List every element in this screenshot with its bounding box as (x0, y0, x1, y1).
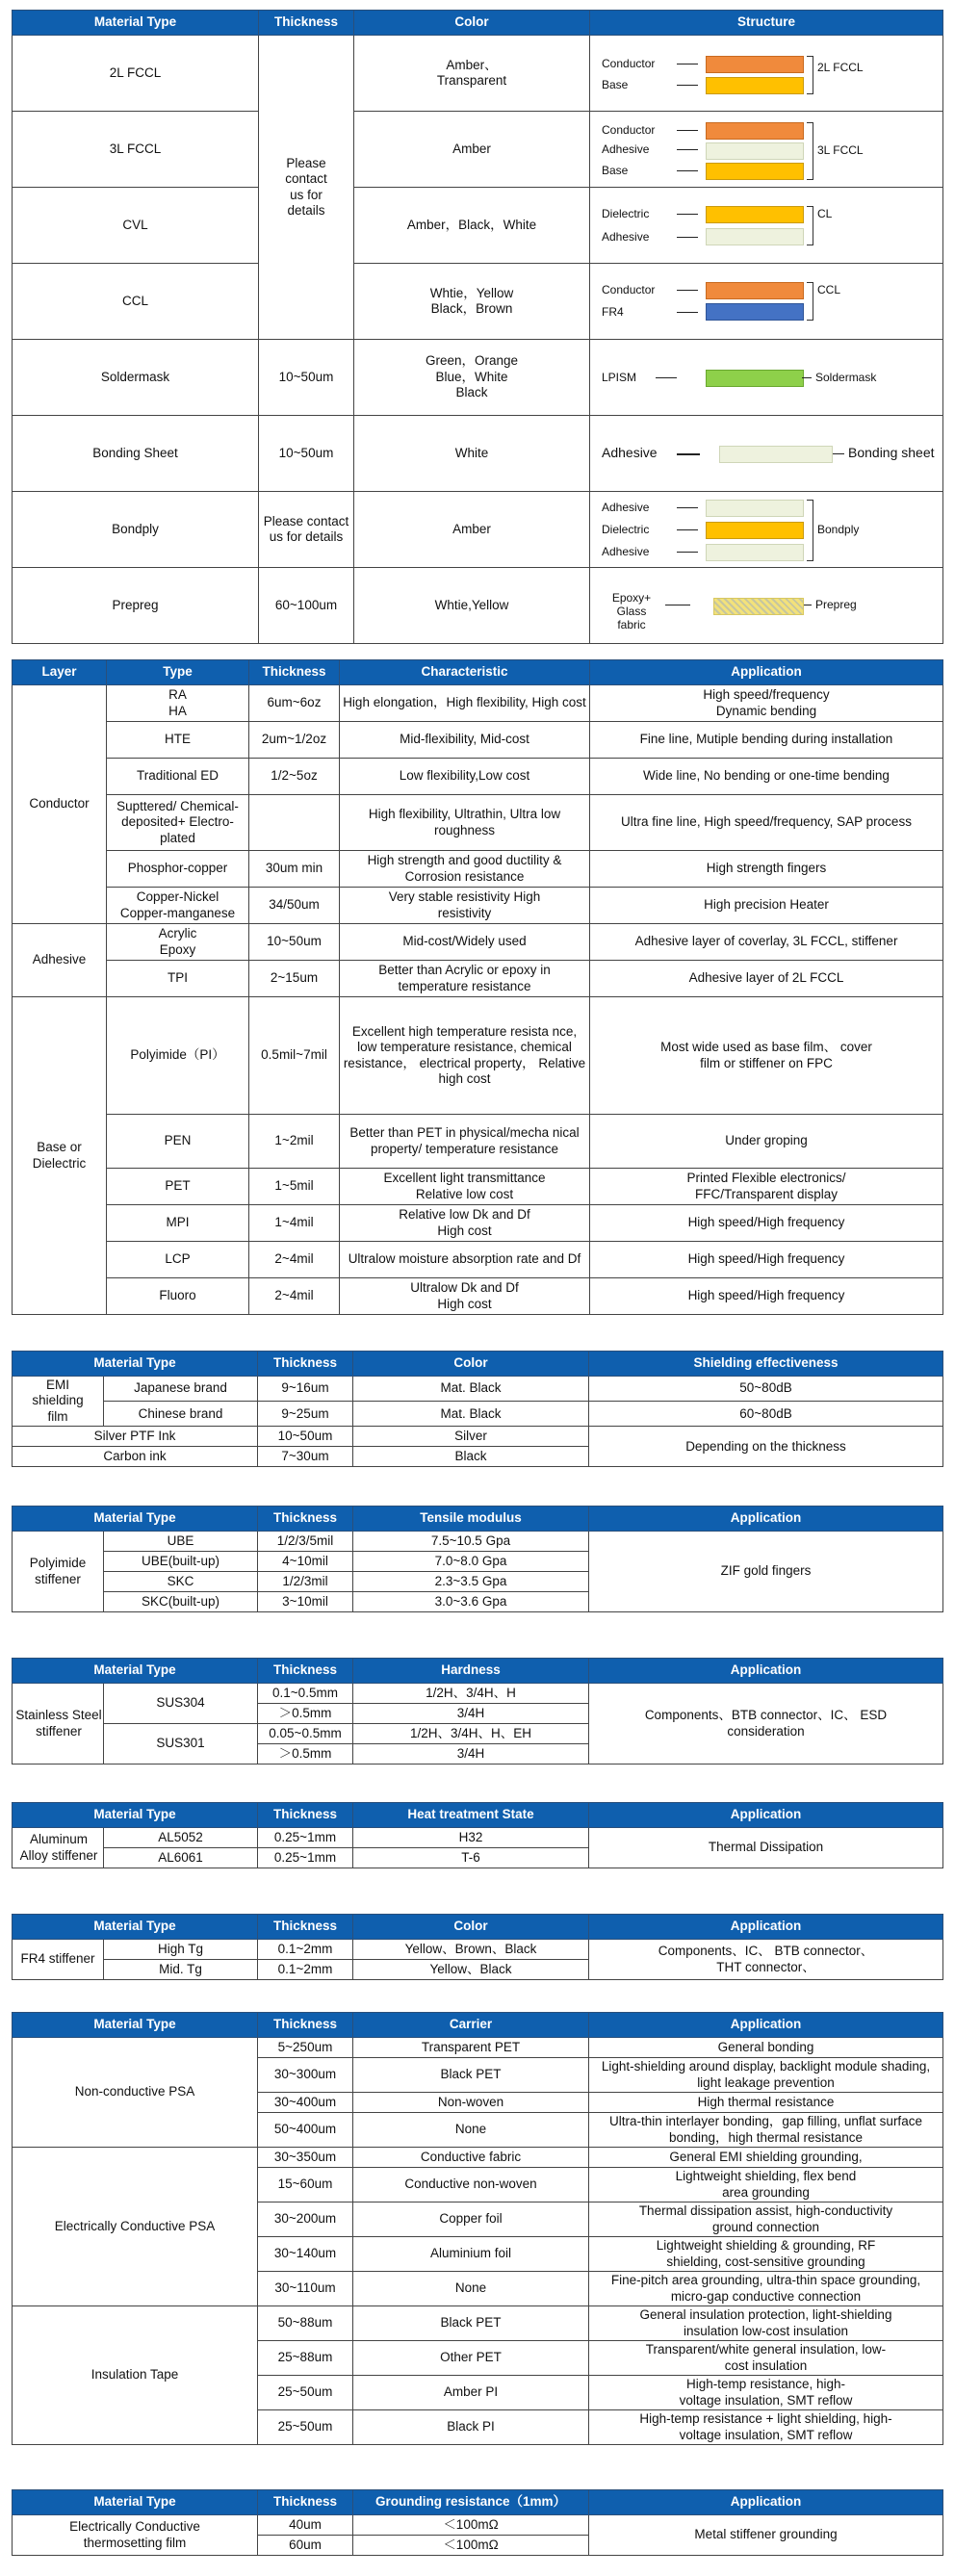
structure-diagram (590, 36, 943, 112)
thickness-cell (259, 36, 354, 340)
characteristic-cell: Excellent high temperature resista nce, low temperature resistance, chemical resistance， electrical property， Relative high cost (340, 997, 590, 1115)
material-properties-table (12, 659, 943, 1315)
col-header: Thickness (258, 1659, 353, 1684)
conductor-layer (706, 282, 804, 299)
thickness-cell: 10~50um (259, 416, 354, 492)
col-header: Application (589, 1507, 943, 1532)
layer-label: Dielectric (602, 207, 650, 220)
layer-label: FR4 (602, 305, 624, 319)
col-header: Thickness (258, 1803, 353, 1828)
carrier-cell: Amber PI (353, 2376, 589, 2410)
fr4-layer (706, 303, 804, 321)
characteristic-cell: Better than PET in physical/mecha nical property/ temperature resistance (340, 1115, 590, 1169)
col-header: Color (353, 1915, 589, 1940)
col-header: Material Type (13, 1659, 258, 1684)
material-type: CCL (13, 264, 259, 340)
characteristic-cell: Very stable resistivity High resistivity (340, 888, 590, 924)
thickness-cell: 9~25um (258, 1402, 353, 1427)
type-cell: Acrylic Epoxy (107, 924, 249, 961)
color-cell: White (354, 416, 590, 492)
type-cell: AL6061 (104, 1848, 258, 1868)
characteristic-cell: Low flexibility,Low cost (340, 759, 590, 795)
adhesive-layer (706, 544, 804, 561)
application-cell: High speed/High frequency (590, 1278, 943, 1315)
thickness-cell: 10~50um (258, 1427, 353, 1447)
layer-label: Epoxy+ Glass fabric (611, 591, 652, 631)
layer-group: Base or Dielectric (13, 997, 107, 1315)
group-cell: Non-conductive PSA (13, 2038, 258, 2148)
thickness-cell: 0.1~2mm (258, 1940, 353, 1960)
application-cell: Components、IC、 BTB connector、THT connector、 (589, 1940, 943, 1980)
effectiveness-cell: Depending on the thickness (589, 1427, 943, 1467)
aluminum-stiffener-table (12, 1802, 943, 1868)
base-layer (706, 163, 804, 180)
characteristic-cell: Mid-flexibility, Mid-cost (340, 722, 590, 759)
carrier-cell: None (353, 2272, 589, 2306)
group-cell: Electrically Conductive thermosetting film (13, 2515, 258, 2556)
thickness-cell: 0.1~0.5mm (258, 1684, 353, 1704)
thickness-cell: 1/2/3/5mil (258, 1532, 353, 1552)
resistance-cell: ＜100mΩ (353, 2515, 589, 2536)
thickness-cell: 25~50um (258, 2376, 353, 2410)
col-header: Material Type (13, 1352, 258, 1377)
color-cell: Amber (354, 492, 590, 568)
modulus-cell: 3.0~3.6 Gpa (353, 1592, 589, 1612)
group-cell: Aluminum Alloy stiffener (13, 1828, 104, 1868)
application-cell: Lightweight shielding & grounding, RF shielding, cost-sensitive grounding (589, 2237, 943, 2272)
application-cell: Printed Flexible electronics/ FFC/Transparent display (590, 1169, 943, 1205)
carrier-cell: Transparent PET (353, 2038, 589, 2058)
effectiveness-cell: 60~80dB (589, 1402, 943, 1427)
color-cell: Amber (354, 112, 590, 188)
base-layer (706, 77, 804, 94)
type-cell: SKC(built-up) (104, 1592, 258, 1612)
col-header: Material Type (13, 11, 259, 36)
layer-group: Adhesive (13, 924, 107, 997)
application-cell: ZIF gold fingers (589, 1532, 943, 1612)
col-header: Application (589, 1915, 943, 1940)
structure-diagram (590, 568, 943, 644)
application-cell: Under groping (590, 1115, 943, 1169)
type-cell: Polyimide（PI） (107, 997, 249, 1115)
layer-label: Adhesive (602, 545, 650, 558)
hardness-cell: 1/2H、3/4H、H、EH (353, 1724, 589, 1744)
thickness-cell: ＞0.5mm (258, 1704, 353, 1724)
application-cell: General insulation protection, light-shielding insulation low-cost insulation (589, 2306, 943, 2341)
thickness-cell: 30~300um (258, 2058, 353, 2093)
col-header: Layer (13, 660, 107, 685)
application-cell: High speed/High frequency (590, 1205, 943, 1242)
structure-diagram (590, 492, 943, 568)
structure-diagram (590, 264, 943, 340)
thickness-cell: 15~60um (258, 2168, 353, 2202)
stainless-stiffener-table (12, 1658, 943, 1765)
thickness-cell: 5~250um (258, 2038, 353, 2058)
thickness-cell: 34/50um (249, 888, 340, 924)
type-cell: RA HA (107, 685, 249, 722)
type-cell: Traditional ED (107, 759, 249, 795)
application-cell: High speed/frequency Dynamic bending (590, 685, 943, 722)
characteristic-cell: Ultralow Dk and Df High cost (340, 1278, 590, 1315)
thickness-cell: 0.05~0.5mm (258, 1724, 353, 1744)
carrier-cell: Conductive fabric (353, 2148, 589, 2168)
material-type: Soldermask (13, 340, 259, 416)
type-cell: UBE(built-up) (104, 1552, 258, 1572)
application-cell: Metal stiffener grounding (589, 2515, 943, 2556)
layer-label: Adhesive (602, 142, 650, 156)
color-cell: Green，Orange Blue，White Black (354, 340, 590, 416)
adhesive-tape-table (12, 2012, 943, 2445)
thickness-cell: 30~200um (258, 2202, 353, 2237)
thickness-cell: 7~30um (258, 1447, 353, 1467)
color-cell: Whtie,Yellow (354, 568, 590, 644)
type-cell: High Tg (104, 1940, 258, 1960)
thickness-cell: 25~88um (258, 2341, 353, 2376)
color-cell: Amber、Transparent (354, 36, 590, 112)
carrier-cell: Conductive non-woven (353, 2168, 589, 2202)
structure-diagram (590, 188, 943, 264)
thickness-cell: 30um min (249, 851, 340, 888)
application-cell: Fine-pitch area grounding, ultra-thin space grounding, micro-gap conductive connection (589, 2272, 943, 2306)
col-header: Material Type (13, 2490, 258, 2515)
layer-label: Base (602, 164, 629, 177)
col-header: Shielding effectiveness (589, 1352, 943, 1377)
state-cell: T-6 (353, 1848, 589, 1868)
application-cell: High speed/High frequency (590, 1242, 943, 1278)
thickness-cell: 1~2mil (249, 1115, 340, 1169)
application-cell: Fine line, Mutiple bending during installation (590, 722, 943, 759)
color-cell: Black (353, 1447, 589, 1467)
characteristic-cell: High elongation，High flexibility, High cost (340, 685, 590, 722)
type-cell: MPI (107, 1205, 249, 1242)
col-header: Carrier (353, 2013, 589, 2038)
hardness-cell: 1/2H、3/4H、H (353, 1684, 589, 1704)
thickness-cell: 60~100um (259, 568, 354, 644)
group-cell: Polyimide stiffener (13, 1532, 104, 1612)
thickness-cell: 40um (258, 2515, 353, 2536)
layer-label: Conductor (602, 123, 656, 137)
application-cell: General EMI shielding grounding, (589, 2148, 943, 2168)
type-cell: Copper-Nickel Copper-manganese (107, 888, 249, 924)
group-label: Prepreg (815, 598, 857, 611)
thickness-cell: 10~50um (259, 340, 354, 416)
application-cell: Adhesive layer of coverlay, 3L FCCL, stiffener (590, 924, 943, 961)
col-header: Material Type (13, 1915, 258, 1940)
material-type: CVL (13, 188, 259, 264)
adhesive-layer (706, 142, 804, 160)
col-header: Application (589, 2490, 943, 2515)
application-cell: Lightweight shielding, flex bend area grounding (589, 2168, 943, 2202)
application-cell: Transparent/white general insulation, low-cost insulation (589, 2341, 943, 2376)
structure-diagram (590, 340, 943, 416)
thickness-cell: 4~10mil (258, 1552, 353, 1572)
characteristic-cell: Relative low Dk and Df High cost (340, 1205, 590, 1242)
thickness-cell: 3~10mil (258, 1592, 353, 1612)
characteristic-cell: High flexibility, Ultrathin, Ultra low roughness (340, 795, 590, 851)
col-header: Color (354, 11, 590, 36)
conductor-layer (706, 122, 804, 140)
col-header: Color (353, 1352, 589, 1377)
carrier-cell: Aluminium foil (353, 2237, 589, 2272)
modulus-cell: 7.0~8.0 Gpa (353, 1552, 589, 1572)
thickness-cell: 1~4mil (249, 1205, 340, 1242)
color-cell: Mat. Black (353, 1402, 589, 1427)
layer-label: Adhesive (602, 445, 658, 460)
modulus-cell: 2.3~3.5 Gpa (353, 1572, 589, 1592)
color-cell: Mat. Black (353, 1377, 589, 1402)
adhesive-layer (706, 500, 804, 517)
thickness-cell: 2um~1/2oz (249, 722, 340, 759)
col-header: Thickness (258, 2013, 353, 2038)
soldermask-layer (706, 370, 804, 387)
application-cell: High precision Heater (590, 888, 943, 924)
thickness-cell: 2~15um (249, 961, 340, 997)
type-cell: PET (107, 1169, 249, 1205)
col-header: Type (107, 660, 249, 685)
group-label: Bonding sheet (848, 445, 935, 460)
thickness-cell: 2~4mil (249, 1278, 340, 1315)
thickness-cell: 50~400um (258, 2113, 353, 2148)
col-header: Thickness (258, 2490, 353, 2515)
application-cell: High-temp resistance, high-voltage insulation, SMT reflow (589, 2376, 943, 2410)
effectiveness-cell: 50~80dB (589, 1377, 943, 1402)
structure-diagram (590, 416, 943, 492)
layer-group: Conductor (13, 685, 107, 924)
material-type: Bonding Sheet (13, 416, 259, 492)
type-cell: TPI (107, 961, 249, 997)
type-cell: PEN (107, 1115, 249, 1169)
thickness-cell: 0.5mil~7mil (249, 997, 340, 1115)
characteristic-cell: Excellent light transmittance Relative low cost (340, 1169, 590, 1205)
application-cell: Adhesive layer of 2L FCCL (590, 961, 943, 997)
material-type: 2L FCCL (13, 36, 259, 112)
application-cell: Light-shielding around display, backlight module shading, light leakage prevention (589, 2058, 943, 2093)
col-header: Material Type (13, 1507, 258, 1532)
color-cell: Amber，Black，White (354, 188, 590, 264)
thickness-cell: 1/2~5oz (249, 759, 340, 795)
application-cell: Ultra fine line, High speed/frequency, SAP process (590, 795, 943, 851)
application-cell: Components、BTB connector、IC、 ESD consideration (589, 1684, 943, 1765)
conductor-layer (706, 56, 804, 73)
type-cell: SKC (104, 1572, 258, 1592)
layer-label: Base (602, 78, 629, 91)
adhesive-layer (706, 228, 804, 245)
col-header: Thickness (259, 11, 354, 36)
application-cell: High-temp resistance + light shielding, high-voltage insulation, SMT reflow (589, 2410, 943, 2445)
group-label: Soldermask (815, 371, 877, 384)
type-cell: LCP (107, 1242, 249, 1278)
type-cell: HTE (107, 722, 249, 759)
thickness-cell: 30~350um (258, 2148, 353, 2168)
material-type: Bondply (13, 492, 259, 568)
application-cell: High thermal resistance (589, 2093, 943, 2113)
material-type: Prepreg (13, 568, 259, 644)
layer-label: Adhesive (602, 501, 650, 514)
type-cell: Chinese brand (104, 1402, 258, 1427)
col-header: Application (589, 1803, 943, 1828)
col-header: Application (589, 2013, 943, 2038)
hardness-cell: 3/4H (353, 1744, 589, 1765)
thickness-cell: 10~50um (249, 924, 340, 961)
col-header: Application (589, 1659, 943, 1684)
type-cell: Supttered/ Chemical-deposited+ Electro-plated (107, 795, 249, 851)
thickness-cell: 0.25~1mm (258, 1848, 353, 1868)
thickness-cell: 1/2/3mil (258, 1572, 353, 1592)
group-cell: FR4 stiffener (13, 1940, 104, 1980)
type-cell: AL5052 (104, 1828, 258, 1848)
col-header: Thickness (249, 660, 340, 685)
carrier-cell: Black PET (353, 2058, 589, 2093)
thickness-cell: 30~140um (258, 2237, 353, 2272)
thickness-cell: 1~5mil (249, 1169, 340, 1205)
characteristic-cell: High strength and good ductility & Corrosion resistance (340, 851, 590, 888)
carrier-cell: Copper foil (353, 2202, 589, 2237)
col-header: Grounding resistance（1mm） (353, 2490, 589, 2515)
thickness-cell: 50~88um (258, 2306, 353, 2341)
state-cell: H32 (353, 1828, 589, 1848)
structure-diagram (590, 112, 943, 188)
modulus-cell: 7.5~10.5 Gpa (353, 1532, 589, 1552)
type-cell: SUS304 (104, 1684, 258, 1724)
col-header: Application (590, 660, 943, 685)
group-label: CL (817, 207, 833, 220)
type-cell: Carbon ink (13, 1447, 258, 1467)
please-contact-text: Please contact us for details (285, 155, 327, 218)
application-cell: General bonding (589, 2038, 943, 2058)
carrier-cell: Non-woven (353, 2093, 589, 2113)
type-cell: Silver PTF Ink (13, 1427, 258, 1447)
type-cell: UBE (104, 1532, 258, 1552)
col-header: Characteristic (340, 660, 590, 685)
thickness-cell: 9~16um (258, 1377, 353, 1402)
group-label: Bondply (817, 523, 860, 536)
type-cell: Phosphor-copper (107, 851, 249, 888)
group-label: CCL (817, 283, 841, 296)
type-cell: Mid. Tg (104, 1960, 258, 1980)
application-cell: Thermal Dissipation (589, 1828, 943, 1868)
type-cell: SUS301 (104, 1724, 258, 1765)
thickness-cell: 2~4mil (249, 1242, 340, 1278)
application-cell: Ultra-thin interlayer bonding，gap filling, unflat surface bonding，high thermal resistance (589, 2113, 943, 2148)
layer-label: Conductor (602, 57, 656, 70)
conductive-film-table (12, 2489, 943, 2556)
thickness-cell: 30~400um (258, 2093, 353, 2113)
color-cell: Silver (353, 1427, 589, 1447)
group-cell: Insulation Tape (13, 2306, 258, 2445)
thickness-cell: 6um~6oz (249, 685, 340, 722)
application-cell: Thermal dissipation assist, high-conductivity ground connection (589, 2202, 943, 2237)
col-header: Thickness (258, 1507, 353, 1532)
thickness-cell: 0.25~1mm (258, 1828, 353, 1848)
carrier-cell: Black PI (353, 2410, 589, 2445)
characteristic-cell: Ultralow moisture absorption rate and Df (340, 1242, 590, 1278)
structure-table (12, 10, 943, 644)
dielectric-layer (706, 206, 804, 223)
color-cell: Whtie，Yellow Black，Brown (354, 264, 590, 340)
prepreg-layer (713, 598, 804, 615)
material-type: 3L FCCL (13, 112, 259, 188)
layer-label: Adhesive (602, 230, 650, 244)
characteristic-cell: Mid-cost/Widely used (340, 924, 590, 961)
col-header: Thickness (258, 1915, 353, 1940)
group-label: 3L FCCL (817, 143, 864, 157)
application-cell: High strength fingers (590, 851, 943, 888)
thickness-cell: 60um (258, 2536, 353, 2556)
type-cell: Fluoro (107, 1278, 249, 1315)
carrier-cell: Black PET (353, 2306, 589, 2341)
col-header: Hardness (353, 1659, 589, 1684)
thickness-cell: 0.1~2mm (258, 1960, 353, 1980)
application-cell: Most wide used as base film、 cover film or stiffener on FPC (590, 997, 943, 1115)
group-label: 2L FCCL (817, 61, 864, 74)
color-cell: Yellow、Black (353, 1960, 589, 1980)
layer-label: LPISM (602, 371, 637, 384)
layer-label: Conductor (602, 283, 656, 296)
col-header: Material Type (13, 1803, 258, 1828)
application-cell: Wide line, No bending or one-time bending (590, 759, 943, 795)
thickness-cell: 30~110um (258, 2272, 353, 2306)
resistance-cell: ＜100mΩ (353, 2536, 589, 2556)
col-header: Structure (590, 11, 943, 36)
hardness-cell: 3/4H (353, 1704, 589, 1724)
col-header: Material Type (13, 2013, 258, 2038)
thickness-cell: Please contact us for details (259, 492, 354, 568)
col-header: Heat treatment State (353, 1803, 589, 1828)
adhesive-layer (719, 446, 833, 463)
group-cell: Electrically Conductive PSA (13, 2148, 258, 2306)
fr4-stiffener-table (12, 1914, 943, 1980)
dielectric-layer (706, 522, 804, 539)
group-cell: Stainless Steel stiffener (13, 1684, 104, 1765)
color-cell: Yellow、Brown、Black (353, 1940, 589, 1960)
carrier-cell: Other PET (353, 2341, 589, 2376)
polyimide-stiffener-table (12, 1506, 943, 1612)
col-header: Thickness (258, 1352, 353, 1377)
col-header: Tensile modulus (353, 1507, 589, 1532)
carrier-cell: None (353, 2113, 589, 2148)
layer-label: Dielectric (602, 523, 650, 536)
thickness-cell (249, 795, 340, 851)
group-cell: EMI shielding film (13, 1377, 104, 1427)
thickness-cell: 25~50um (258, 2410, 353, 2445)
emi-shielding-table (12, 1351, 943, 1467)
thickness-cell: ＞0.5mm (258, 1744, 353, 1765)
type-cell: Japanese brand (104, 1377, 258, 1402)
characteristic-cell: Better than Acrylic or epoxy in temperature resistance (340, 961, 590, 997)
